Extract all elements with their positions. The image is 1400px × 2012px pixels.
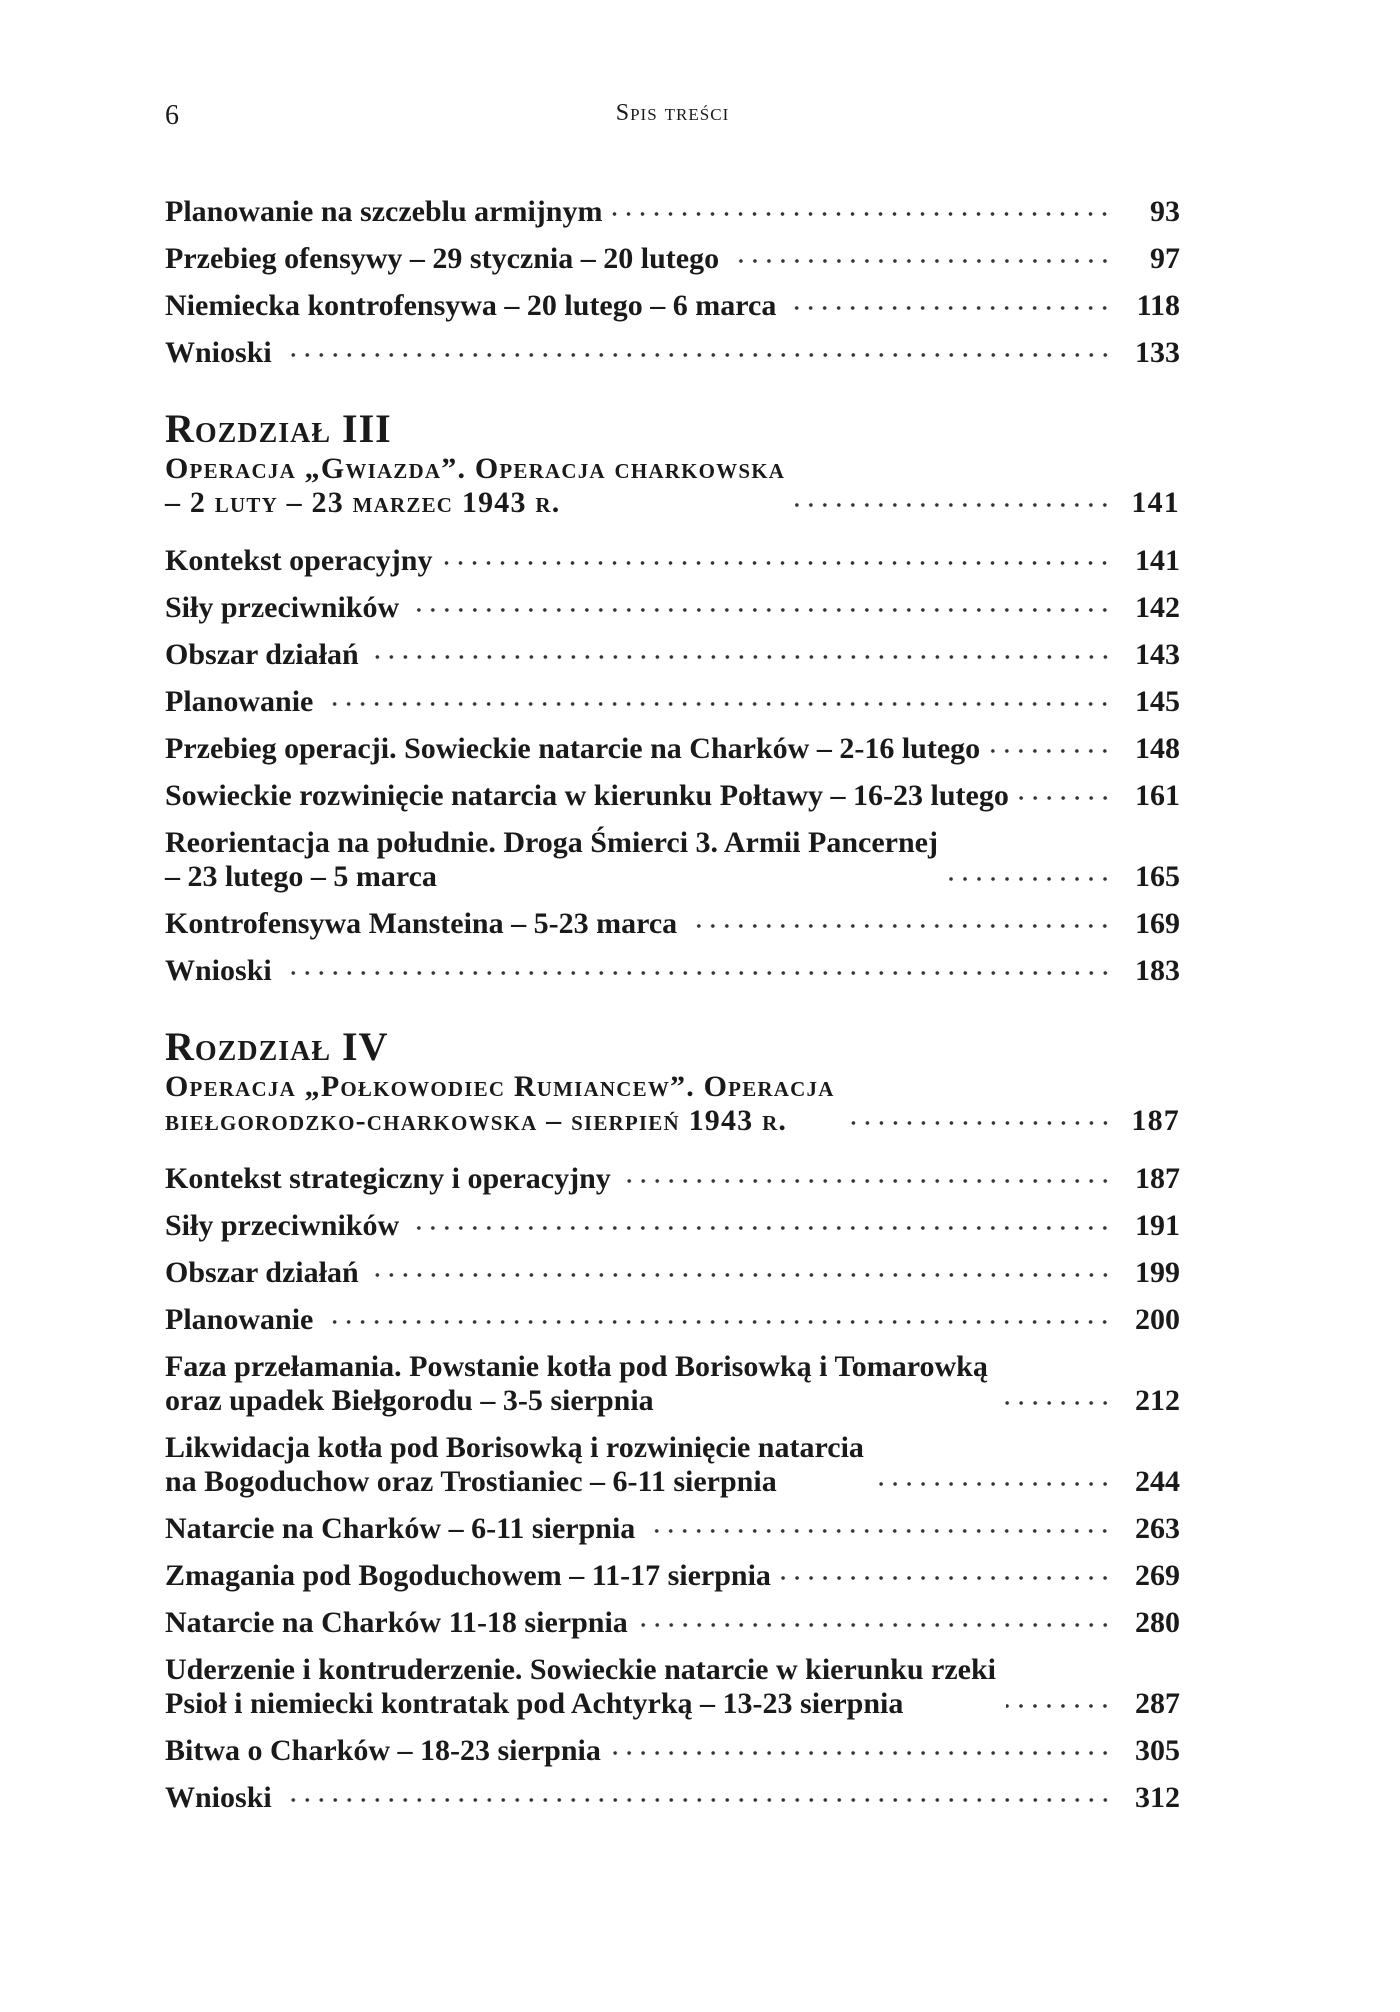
dot-leader — [638, 1618, 1112, 1632]
dot-leader — [409, 603, 1112, 617]
toc-entry-page: 97 — [1150, 242, 1180, 275]
dot-leader — [1006, 1699, 1112, 1713]
dot-leader — [645, 1524, 1112, 1538]
chapter-title-entry — [165, 452, 1180, 520]
toc-entry-title: Faza przełamania. Powstanie kotła pod Borisowką i Tomarowką oraz upadek Biełgorodu – 3-5 sierpnia — [165, 1350, 988, 1417]
toc-entry — [165, 638, 1180, 672]
dot-leader — [369, 650, 1112, 664]
dot-leader — [687, 919, 1112, 933]
toc-entry-title: Przebieg ofensywy – 29 stycznia – 20 lutego — [165, 242, 720, 275]
toc-entry — [165, 1162, 1180, 1196]
toc-entry-page: 169 — [1135, 907, 1180, 940]
dot-leader — [442, 556, 1112, 570]
toc-entry — [165, 1512, 1180, 1546]
toc-entry-page: 200 — [1135, 1303, 1180, 1336]
toc-entry-title: Planowanie — [165, 685, 314, 718]
dot-leader — [282, 348, 1112, 362]
chapter-page: 141 — [1131, 486, 1180, 519]
toc-entry — [165, 685, 1180, 719]
toc-entry-title: Kontekst operacyjny — [165, 544, 433, 577]
toc-entry-page: 183 — [1135, 954, 1180, 987]
toc-entry — [165, 195, 1180, 229]
toc-entry-title: Siły przeciwników — [165, 1209, 400, 1242]
toc-entry-title: Obszar działań — [165, 638, 359, 671]
toc-entry-title: Reorientacja na południe. Droga Śmierci 3. Armii Pancernej – 23 lutego – 5 marca — [165, 826, 938, 893]
toc-entry-title: Przebieg operacji. Sowieckie natarcie na Charków – 2-16 lutego — [165, 732, 981, 765]
table-of-contents — [165, 195, 1180, 1828]
toc-entry — [165, 242, 1180, 276]
toc-entry-title: Zmagania pod Bogoduchowem – 11-17 sierpnia — [165, 1559, 771, 1592]
dot-leader — [781, 1571, 1112, 1585]
page-header — [165, 100, 1180, 140]
dot-leader — [786, 301, 1112, 315]
toc-entry-page: 118 — [1136, 289, 1180, 322]
toc-entry-title: Niemiecka kontrofensywa – 20 lutego – 6 marca — [165, 289, 777, 322]
toc-entry-page: 133 — [1135, 336, 1180, 369]
toc-entry-title: Siły przeciwników — [165, 591, 400, 624]
chapter-page: 187 — [1131, 1104, 1180, 1137]
dot-leader — [282, 1793, 1112, 1807]
toc-entry — [165, 336, 1180, 370]
dot-leader — [990, 744, 1112, 758]
dot-leader — [409, 1221, 1112, 1235]
dot-leader — [323, 697, 1112, 711]
toc-entry-page: 287 — [1135, 1687, 1180, 1720]
toc-section-a — [165, 195, 1180, 370]
toc-entry-page: 142 — [1135, 591, 1180, 624]
toc-entry-title: Sowieckie rozwinięcie natarcia w kierunku Połtawy – 16-23 lutego — [165, 779, 1009, 812]
chapter-heading-3 — [165, 406, 1180, 520]
toc-entry-title: Uderzenie i kontruderzenie. Sowieckie natarcie w kierunku rzeki Psioł i niemiecki kontratak pod Achtyrką – 13-23 sierpnia — [165, 1653, 997, 1720]
toc-entry-page: 161 — [1135, 779, 1180, 812]
toc-entry-page: 269 — [1135, 1559, 1180, 1592]
toc-entry — [165, 779, 1180, 813]
toc-entry-page: 305 — [1135, 1734, 1180, 1767]
chapter-label: Rozdział III — [165, 406, 392, 451]
toc-entry — [165, 1431, 1180, 1499]
dot-leader — [845, 1116, 1112, 1130]
toc-entry — [165, 1350, 1180, 1418]
toc-entry — [165, 289, 1180, 323]
dot-leader — [998, 1396, 1112, 1410]
dot-leader — [621, 1174, 1112, 1188]
toc-entry-page: 280 — [1135, 1606, 1180, 1639]
chapter-title-entry — [165, 1070, 1180, 1138]
toc-entry-title: Obszar działań — [165, 1256, 359, 1289]
toc-entry — [165, 907, 1180, 941]
dot-leader — [369, 1268, 1112, 1282]
toc-entry-page: 145 — [1135, 685, 1180, 718]
toc-entry — [165, 954, 1180, 988]
toc-entry-title: Natarcie na Charków 11-18 sierpnia — [165, 1606, 628, 1639]
toc-entry-page: 141 — [1135, 544, 1180, 577]
toc-entry-page: 143 — [1135, 638, 1180, 671]
toc-entry-page: 312 — [1135, 1781, 1180, 1814]
toc-entry — [165, 1209, 1180, 1243]
chapter-title: Operacja „Gwiazda”. Operacja charkowska – 2 luty – 23 marzec 1943 r. — [165, 452, 786, 519]
chapter-label: Rozdział IV — [165, 1024, 389, 1069]
toc-entry — [165, 1303, 1180, 1337]
toc-entry — [165, 1781, 1180, 1815]
page-number: 6 — [165, 100, 179, 131]
toc-entry-title: Kontrofensywa Mansteina – 5-23 marca — [165, 907, 678, 940]
toc-entry-page: 165 — [1135, 860, 1180, 893]
toc-entry-page: 244 — [1135, 1465, 1180, 1498]
toc-entry — [165, 1256, 1180, 1290]
running-title: Spis treści — [615, 100, 730, 126]
toc-entry-page: 93 — [1150, 195, 1180, 228]
toc-entry — [165, 826, 1180, 894]
toc-entry-page: 191 — [1135, 1209, 1180, 1242]
toc-entry-title: Wnioski — [165, 954, 272, 987]
toc-entry-page: 263 — [1135, 1512, 1180, 1545]
chapter-title: Operacja „Połkowodiec Rumiancew”. Operacja biełgorodzko-charkowska – sierpień 1943 r. — [165, 1070, 835, 1137]
toc-entry — [165, 1606, 1180, 1640]
dot-leader — [611, 1746, 1112, 1760]
toc-entry-page: 212 — [1135, 1384, 1180, 1417]
toc-entry — [165, 1734, 1180, 1768]
toc-entry — [165, 544, 1180, 578]
dot-leader — [612, 207, 1112, 221]
toc-entry-title: Natarcie na Charków – 6-11 sierpnia — [165, 1512, 636, 1545]
toc-section-b — [165, 544, 1180, 988]
toc-entry-title: Likwidacja kotła pod Borisowką i rozwinięcie natarcia na Bogoduchow oraz Trostianiec – 6-11 sierpnia — [165, 1431, 864, 1498]
toc-entry-title: Wnioski — [165, 1781, 272, 1814]
toc-entry-title: Planowanie na szczeblu armijnym — [165, 195, 603, 228]
toc-entry — [165, 591, 1180, 625]
dot-leader — [729, 254, 1112, 268]
toc-entry — [165, 732, 1180, 766]
toc-entry-page: 187 — [1135, 1162, 1180, 1195]
toc-entry-title: Kontekst strategiczny i operacyjny — [165, 1162, 611, 1195]
toc-entry — [165, 1653, 1180, 1721]
toc-entry-title: Bitwa o Charków – 18-23 sierpnia — [165, 1734, 601, 1767]
toc-entry-title: Wnioski — [165, 336, 272, 369]
dot-leader — [874, 1477, 1112, 1491]
toc-entry — [165, 1559, 1180, 1593]
toc-entry-page: 199 — [1135, 1256, 1180, 1289]
toc-entry-title: Planowanie — [165, 1303, 314, 1336]
toc-section-c — [165, 1162, 1180, 1815]
dot-leader — [948, 872, 1112, 886]
chapter-heading-4 — [165, 1024, 1180, 1138]
dot-leader — [323, 1315, 1112, 1329]
dot-leader — [1019, 791, 1112, 805]
dot-leader — [282, 966, 1112, 980]
dot-leader — [795, 498, 1112, 512]
toc-entry-page: 148 — [1135, 732, 1180, 765]
